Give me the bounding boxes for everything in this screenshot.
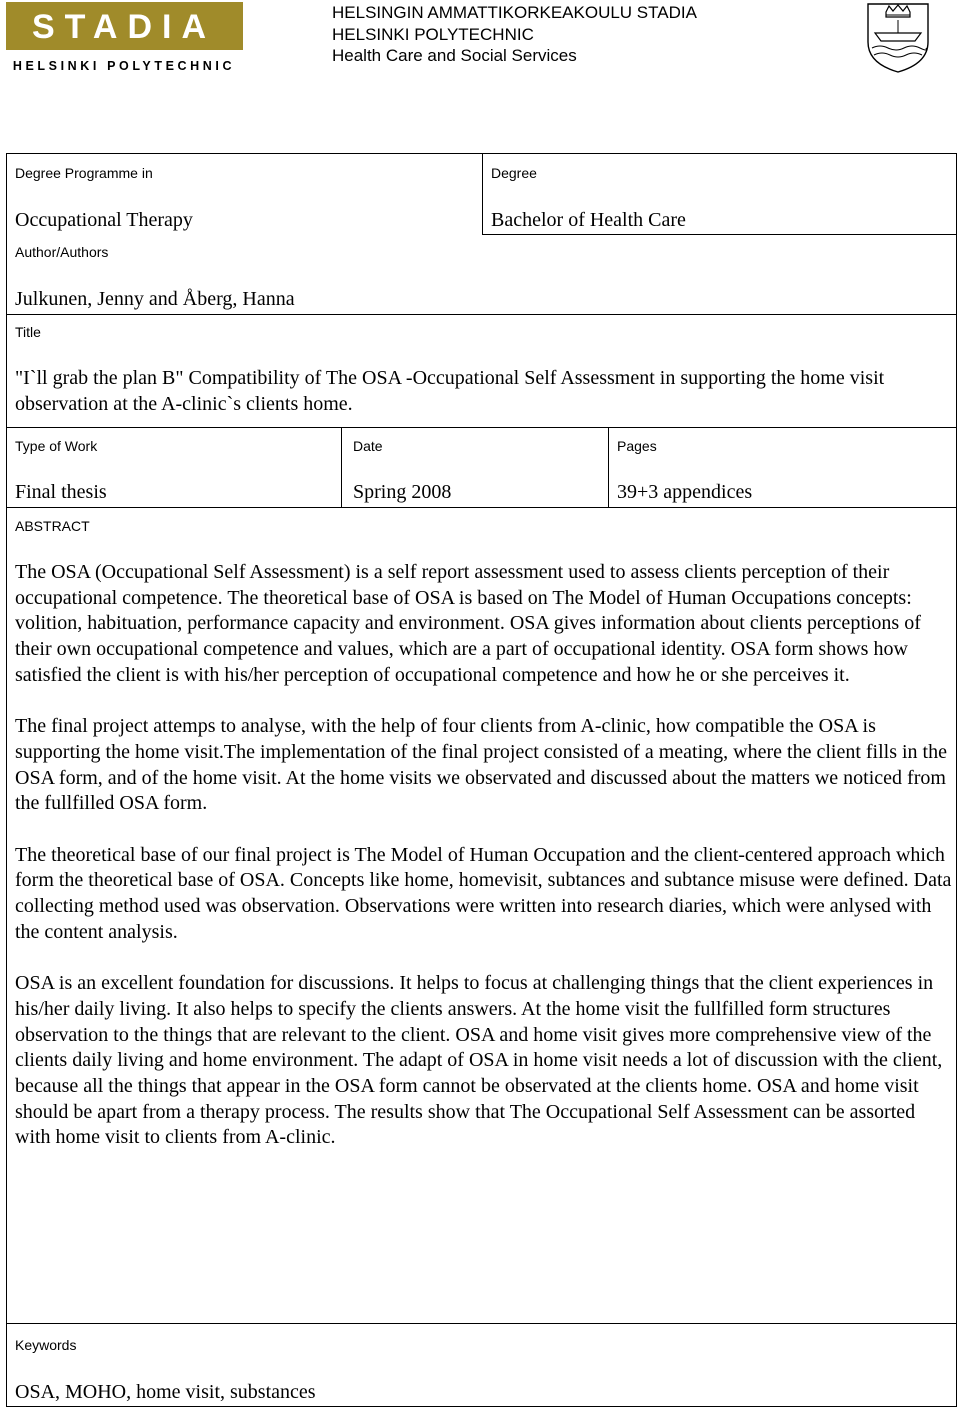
thesis-abstract-form	[6, 153, 957, 1407]
date-value: Spring 2008	[353, 481, 452, 503]
degree-programme-value: Occupational Therapy	[15, 209, 193, 231]
type-of-work-value: Final thesis	[15, 481, 107, 503]
keywords-value: OSA, MOHO, home visit, substances	[15, 1381, 316, 1403]
logo-tagline: HELSINKI POLYTECHNIC	[12, 59, 236, 73]
keywords-label: Keywords	[15, 1337, 77, 1353]
pages-value: 39+3 appendices	[617, 481, 753, 503]
divider	[7, 507, 956, 508]
degree-programme-label: Degree Programme in	[15, 165, 153, 181]
abstract-paragraph: The final project attemps to analyse, with the help of four clients from A-clinic, how compatible the OSA is supporting the home visit.The implementation of the final project consisted of a meating, where the client fills in the OSA form, and of the home visit. At the home visits we observated and discussed about the matters we noticed from the fullfilled OSA form.	[15, 715, 947, 815]
abstract-label: ABSTRACT	[15, 518, 90, 534]
divider	[7, 1323, 956, 1324]
thesis-title: "I`ll grab the plan B" Compatibility of The OSA -Occupational Self Assessment in supporting the home visit observation at the A-clinic`s clients home.	[15, 367, 885, 415]
authors-value: Julkunen, Jenny and Åberg, Hanna	[15, 288, 295, 310]
stadia-logo	[6, 2, 243, 78]
authors-label: Author/Authors	[15, 244, 109, 260]
degree-label: Degree	[491, 165, 537, 181]
divider	[341, 427, 342, 507]
type-of-work-label: Type of Work	[15, 438, 98, 454]
institution-line: HELSINGIN AMMATTIKORKEAKOULU STADIA	[332, 3, 697, 22]
date-label: Date	[353, 438, 383, 454]
institution-line: HELSINKI POLYTECHNIC	[332, 24, 534, 44]
divider	[482, 154, 483, 235]
divider	[482, 234, 956, 235]
coat-of-arms-icon	[866, 2, 930, 74]
abstract-body	[15, 560, 952, 1177]
abstract-paragraph: The OSA (Occupational Self Assessment) is a self report assessment used to assess clients perception of their occupational competence. The theoretical base of OSA is based on The Model of Human Occupations concepts: volition, habituation, performance capacity and environment. OSA gives information about clients perceptions of their own occupational competence and values, which are a part of occupational identity. OSA form shows how satisfied the client is with his/her perception of occupational competence and how he or she perceives it.	[15, 561, 921, 686]
divider	[7, 427, 956, 428]
institution-line: Health Care and Social Services	[332, 46, 577, 65]
divider	[7, 314, 956, 315]
degree-value: Bachelor of Health Care	[491, 209, 686, 231]
pages-label: Pages	[617, 438, 657, 454]
abstract-paragraph: The theoretical base of our final project is The Model of Human Occupation and the client-centered approach which form the theoretical base of OSA. Concepts like home, homevisit, subtances and subtance misuse were defined. Data collecting method used was observation. Observations were written into research diaries, which were anlysed with the content analysis.	[15, 843, 952, 943]
abstract-paragraph: OSA is an excellent foundation for discussions. It helps to focus at challenging things that the client experiences in his/her daily living. It also helps to specify the clients answers. At the home visit the fullfilled form structures observation to the things that are relevant to the client. OSA and home visit gives more comprehensive view of the clients daily living and home environment. The adapt of OSA in home visit needs a lot of discussion with the client, because all the things that appear in the OSA form cannot be observated at the clients home. OSA and home visit should be apart from a therapy process. The results show that The Occupational Self Assessment can be assorted with home visit to clients from A-clinic.	[15, 972, 943, 1149]
title-label: Title	[15, 324, 41, 340]
divider	[608, 427, 609, 507]
institution-block	[332, 2, 697, 67]
logo-brand: STADIA	[31, 8, 217, 46]
